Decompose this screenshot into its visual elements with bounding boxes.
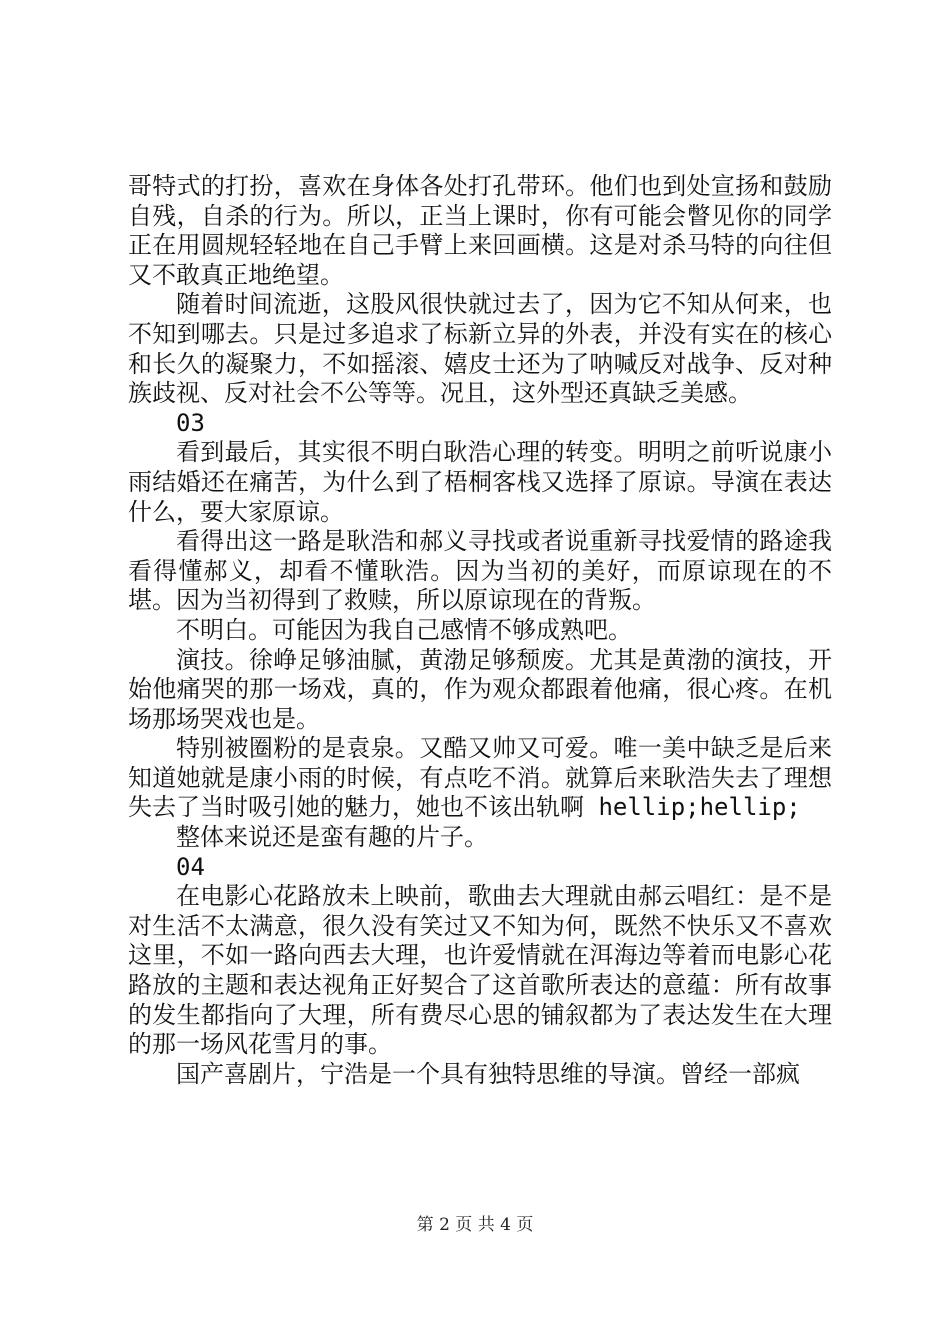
paragraph: 看到最后，其实很不明白耿浩心理的转变。明明之前听说康小雨结婚还在痛苦，为什么到了梧桐客栈又选择了原谅。导演在表达什么，要大家原谅。 — [128, 438, 832, 526]
page-footer: 第 2 页 共 4 页 — [416, 1215, 534, 1235]
paragraph: 演技。徐峥足够油腻，黄渤足够颓废。尤其是黄渤的演技，开始他痛哭的那一场戏，真的，作为观众都跟着他痛，很心疼。在机场那场哭戏也是。 — [128, 645, 832, 733]
paragraph: 在电影心花路放未上映前，歌曲去大理就由郝云唱红：是不是对生活不太满意，很久没有笑过又不知为何，既然不快乐又不喜欢这里，不如一路向西去大理，也许爱情就在洱海边等着而电影心花路放的主题和表达视角正好契合了这首歌所表达的意蕴：所有故事的发生都指向了大理，所有费尽心思的铺叙都为了表达发生在大理的那一场风花雪月的事。 — [128, 882, 832, 1059]
paragraph: 整体来说还是蛮有趣的片子。 — [176, 823, 488, 852]
section-number: 04 — [176, 852, 205, 881]
paragraph: 随着时间流逝，这股风很快就过去了，因为它不知从何来，也不知到哪去。只是过多追求了标新立异的外表，并没有实在的核心和长久的凝聚力，不如摇滚、嬉皮士还为了呐喊反对战争、反对种族歧视、反对社会不公等等。况且，这外型还真缺乏美感。 — [128, 290, 832, 408]
paragraph: 不明白。可能因为我自己感情不够成熟吧。 — [176, 615, 632, 644]
section-number: 03 — [176, 408, 205, 437]
paragraph: 哥特式的打扮，喜欢在身体各处打孔带环。他们也到处宣扬和鼓励自残，自杀的行为。所以，正当上课时，你有可能会瞥见你的同学正在用圆规轻轻地在自己手臂上来回画横。这是对杀马特的向往但又不敢真正地绝望。 — [128, 172, 832, 289]
paragraph: 看得出这一路是耿浩和郝义寻找或者说重新寻找爱情的路途我看得懂郝义，却看不懂耿浩。因为当初的美好，而原谅现在的不堪。因为当初得到了救赎，所以原谅现在的背叛。 — [128, 527, 832, 615]
paragraph: 国产喜剧片，宁浩是一个具有独特思维的导演。曾经一部疯 — [176, 1059, 800, 1088]
paragraph: 特别被圈粉的是袁泉。又酷又帅又可爱。唯一美中缺乏是后来知道她就是康小雨的时候，有点吃不消。就算后来耿浩失去了理想失去了当时吸引她的魅力，她也不该出轨啊 hellip;hellip; — [128, 734, 832, 822]
document-body — [128, 172, 832, 1089]
